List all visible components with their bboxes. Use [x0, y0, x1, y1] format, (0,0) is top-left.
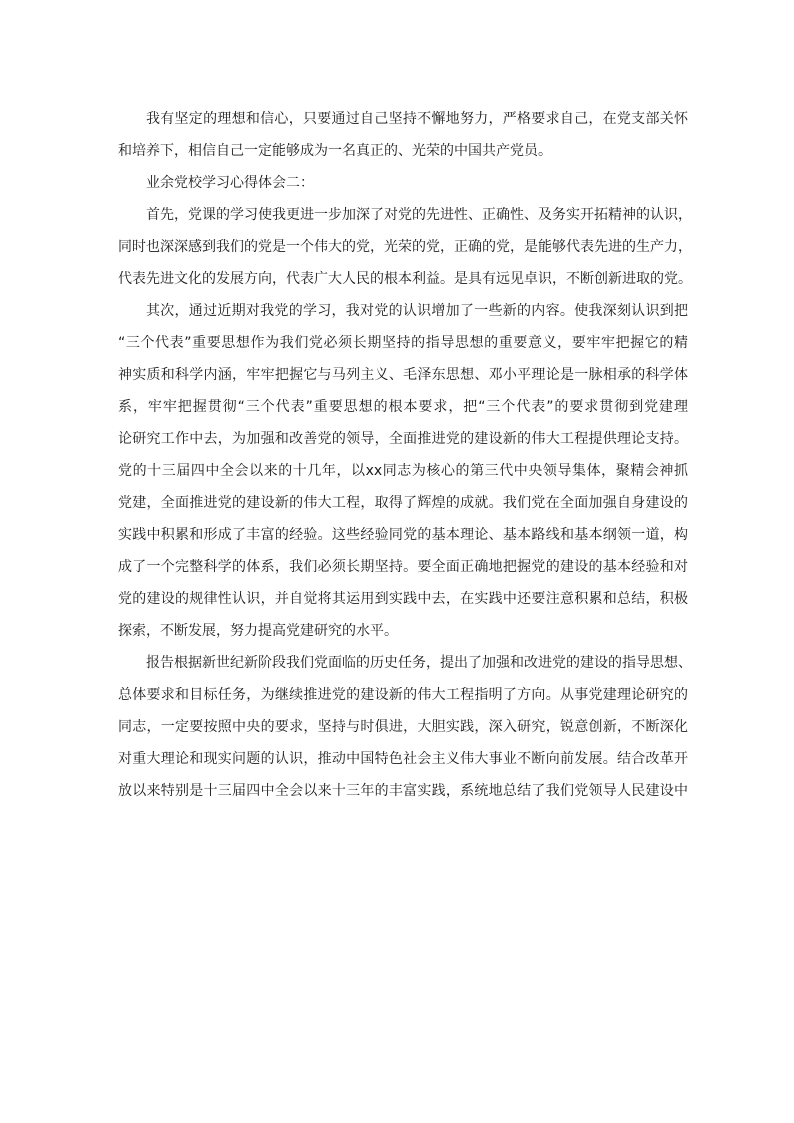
paragraph-1 [118, 103, 688, 167]
text-line: 我有坚定的理想和信心，只要通过自己坚持不懈地努力，严格要求自己，在党支部关怀 [146, 111, 688, 127]
text-line: 党建，全面推进党的建设新的伟大工程，取得了辉煌的成就。我们党在全面加强自身建设的 [118, 495, 688, 511]
text-line: 同时也深深感到我们的党是一个伟大的党，光荣的党，正确的党，是能够代表先进的生产力， [118, 239, 692, 255]
paragraph-4 [118, 295, 688, 647]
paragraph-5 [118, 647, 692, 807]
text-line: 和培养下，相信自己一定能够成为一名真正的、光荣的中国共产党员。 [118, 143, 552, 159]
text-line: 系，牢牢把握贯彻“三个代表”重要思想的根本要求，把“三个代表”的要求贯彻到党建理 [118, 399, 688, 415]
text-line: 同志，一定要按照中央的要求，坚持与时俱进，大胆实践，深入研究，锐意创新，不断深化 [118, 719, 688, 735]
text-line: 党的建设的规律性认识，并自觉将其运用到实践中去，在实践中还要注意积累和总结，积极 [118, 591, 688, 607]
text-line: 党的十三届四中全会以来的十几年，以xx同志为核心的第三代中央领导集体，聚精会神抓 [118, 463, 688, 479]
text-line: 探索，不断发展，努力提高党建研究的水平。 [118, 623, 398, 639]
text-line: 论研究工作中去，为加强和改善党的领导，全面推进党的建设新的伟大工程提供理论支持。 [118, 431, 688, 447]
text-line: “三个代表”重要思想作为我们党必须长期坚持的指导思想的重要意义，要牢牢把握它的精 [118, 335, 688, 351]
text-line: 实践中积累和形成了丰富的经验。这些经验同党的基本理论、基本路线和基本纲领一道，构 [118, 527, 688, 543]
text-line: 其次，通过近期对我党的学习，我对党的认识增加了一些新的内容。使我深刻认识到把 [146, 303, 688, 319]
text-line: 总体要求和目标任务，为继续推进党的建设新的伟大工程指明了方向。从事党建理论研究的 [118, 687, 688, 703]
paragraph-3 [118, 199, 692, 295]
text-line: 成了一个完整科学的体系，我们必须长期坚持。要全面正确地把握党的建设的基本经验和对 [118, 559, 688, 575]
paragraph-2 [118, 167, 688, 199]
section-heading: 业余党校学习心得体会二： [146, 175, 314, 191]
text-line: 代表先进文化的发展方向，代表广大人民的根本利益。是具有远见卓识，不断创新进取的党。 [118, 271, 692, 287]
text-line: 首先，党课的学习使我更进一步加深了对党的先进性、正确性、及务实开拓精神的认识， [146, 207, 692, 223]
text-line: 神实质和科学内涵，牢牢把握它与马列主义、毛泽东思想、邓小平理论是一脉相承的科学体 [118, 367, 688, 383]
text-line: 对重大理论和现实问题的认识，推动中国特色社会主义伟大事业不断向前发展。结合改革开 [118, 751, 688, 767]
text-line: 放以来特别是十三届四中全会以来十三年的丰富实践，系统地总结了我们党领导人民建设中 [118, 783, 688, 799]
text-line: 报告根据新世纪新阶段我们党面临的历史任务，提出了加强和改进党的建设的指导思想、 [146, 655, 692, 671]
document-body [118, 103, 692, 807]
